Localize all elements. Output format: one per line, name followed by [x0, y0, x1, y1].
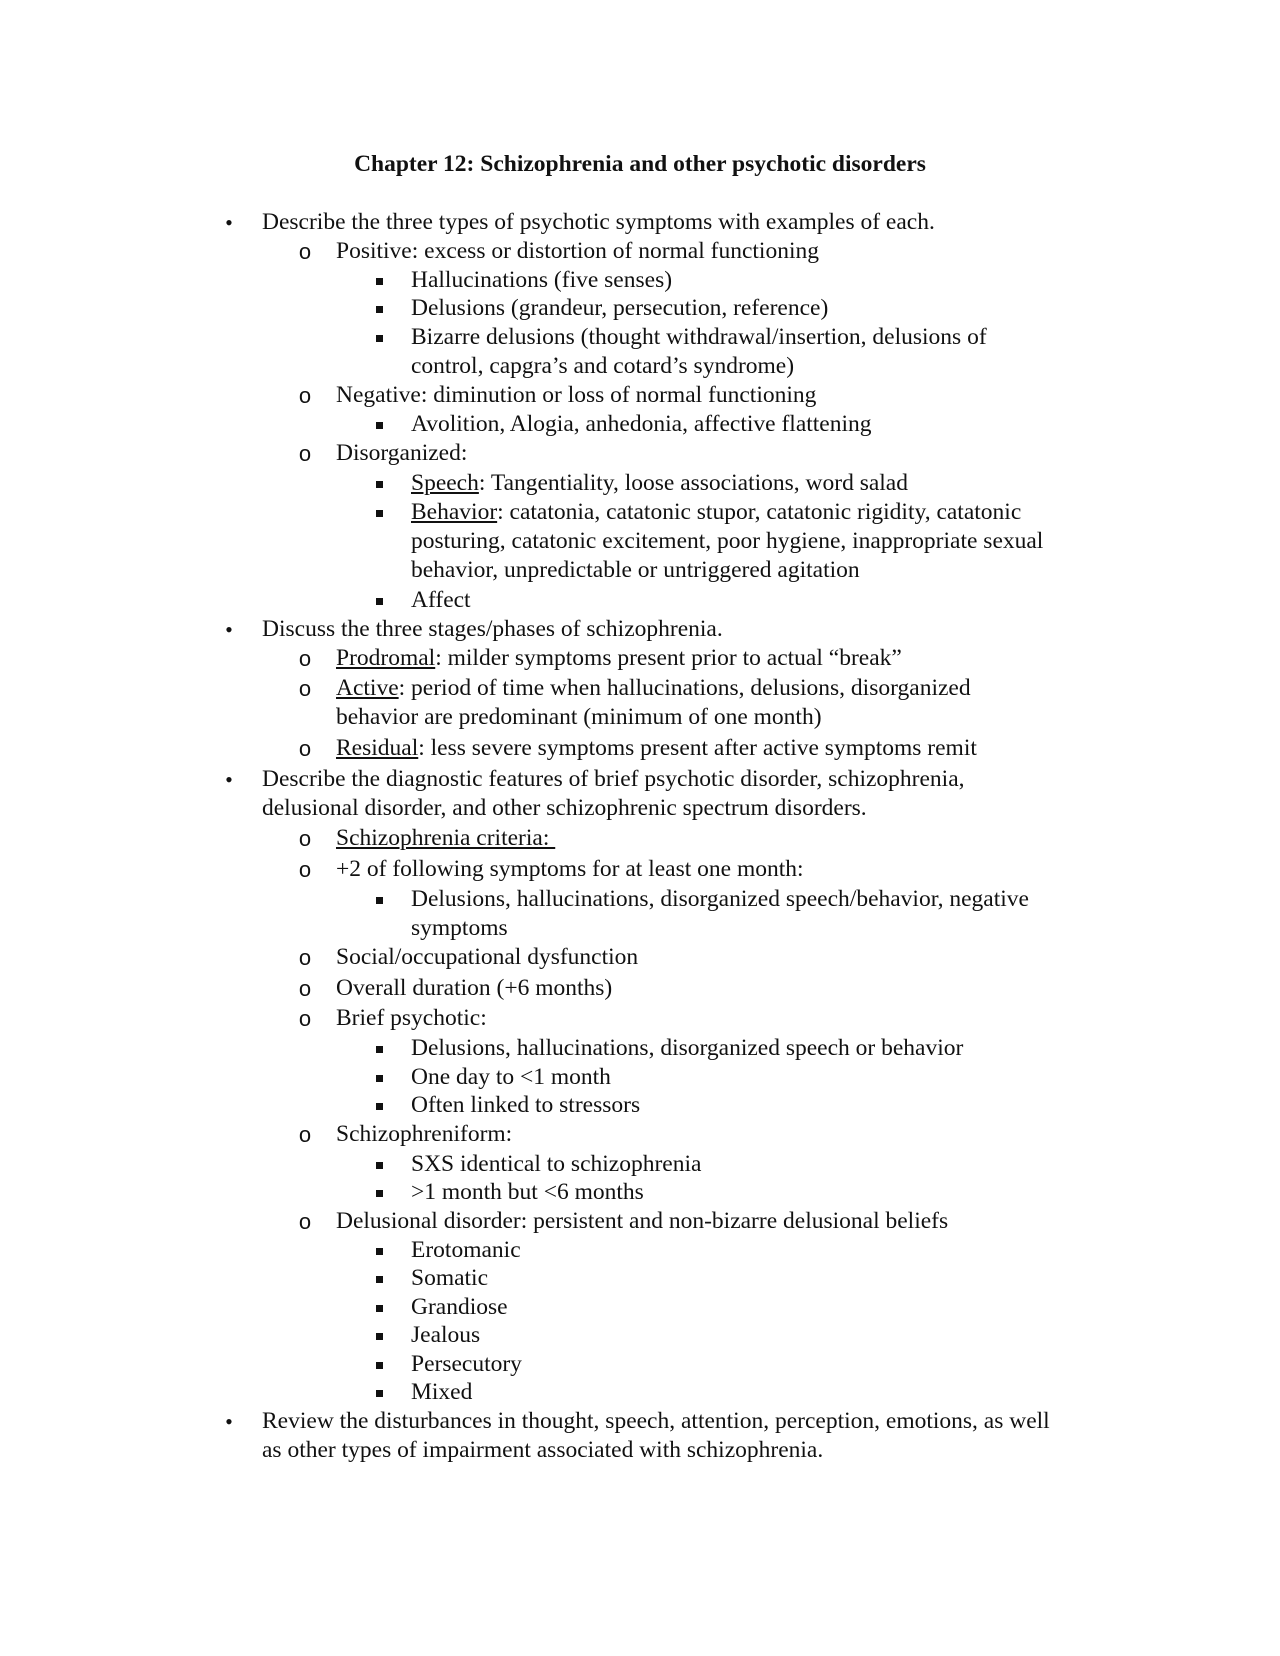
section-3-heading: Describe the diagnostic features of brief psychotic disorder, schizophrenia, delusional disorder, and other schizophrenic spectrum disorders.	[262, 766, 965, 821]
list-item-prodromal	[336, 644, 902, 673]
list-subitem: SXS identical to schizophrenia	[411, 1151, 702, 1177]
list-item: Overall duration (+6 months)	[336, 975, 613, 1001]
circle-marker: o	[298, 1122, 312, 1147]
list-item-negative: Negative: diminution or loss of normal functioning	[336, 382, 817, 408]
list-item-schizophrenia-criteria	[336, 824, 555, 853]
circle-marker: o	[298, 646, 312, 671]
term-active-description: : period of time when hallucinations, delusions, disorganized behavior are predominant (minimum of one month)	[336, 675, 971, 730]
term-residual-description: : less severe symptoms present after active symptoms remit	[418, 735, 977, 761]
square-marker	[374, 323, 384, 352]
list-subitem: Often linked to stressors	[411, 1092, 641, 1118]
square-marker	[374, 1091, 384, 1120]
circle-marker: o	[298, 1006, 312, 1031]
list-subitem: Grandiose	[411, 1294, 508, 1320]
circle-marker: o	[298, 441, 312, 466]
list-subitem: Hallucinations (five senses)	[411, 267, 673, 293]
square-marker	[374, 1150, 384, 1179]
list-subitem-behavior	[411, 498, 1101, 585]
list-subitem: Somatic	[411, 1265, 489, 1291]
square-marker	[374, 469, 384, 498]
circle-marker: o	[298, 1209, 312, 1234]
bullet-marker: •	[225, 1409, 233, 1434]
section-4-heading: Review the disturbances in thought, speech, attention, perception, emotions, as well as other types of impairment associated with schizophrenia.	[262, 1408, 1050, 1463]
list-subitem: Persecutory	[411, 1351, 522, 1377]
list-item: +2 of following symptoms for at least one month:	[336, 856, 804, 882]
list-item-positive: Positive: excess or distortion of normal functioning	[336, 238, 819, 264]
bullet-marker: •	[225, 210, 233, 235]
circle-marker: o	[298, 976, 312, 1001]
term-active: Active	[336, 675, 399, 701]
list-subitem: Bizarre delusions (thought withdrawal/insertion, delusions of control, capgra’s and cotard’s syndrome)	[411, 324, 987, 379]
square-marker	[374, 1350, 384, 1379]
circle-marker: o	[298, 945, 312, 970]
circle-marker: o	[298, 826, 312, 851]
square-marker	[374, 1178, 384, 1207]
list-subitem: One day to <1 month	[411, 1064, 611, 1090]
square-marker	[374, 1321, 384, 1350]
square-marker	[374, 266, 384, 295]
list-subitem: Affect	[411, 587, 471, 613]
term-residual: Residual	[336, 735, 419, 761]
square-marker	[374, 1034, 384, 1063]
list-item-residual	[336, 734, 977, 763]
square-marker	[374, 498, 384, 527]
list-subitem: Delusions, hallucinations, disorganized speech/behavior, negative symptoms	[411, 886, 1029, 941]
square-marker	[374, 294, 384, 323]
bullet-marker: •	[225, 617, 233, 642]
list-subitem: Delusions (grandeur, persecution, reference)	[411, 295, 829, 321]
term-speech-description: : Tangentiality, loose associations, word salad	[478, 470, 908, 496]
list-subitem-speech	[411, 469, 908, 498]
list-item: Social/occupational dysfunction	[336, 944, 639, 970]
list-subitem: Erotomanic	[411, 1237, 521, 1263]
section-1-heading: Describe the three types of psychotic symptoms with examples of each.	[262, 209, 935, 235]
circle-marker: o	[298, 383, 312, 408]
circle-marker: o	[298, 857, 312, 882]
circle-marker: o	[298, 736, 312, 761]
term-speech: Speech	[411, 470, 479, 496]
square-marker	[374, 1236, 384, 1265]
circle-marker: o	[298, 676, 312, 701]
square-marker	[374, 1378, 384, 1407]
square-marker	[374, 410, 384, 439]
list-subitem: Mixed	[411, 1379, 473, 1405]
bullet-marker: •	[225, 767, 233, 792]
square-marker	[374, 1063, 384, 1092]
list-item-schizophreniform: Schizophreniform:	[336, 1121, 513, 1147]
term-behavior: Behavior	[411, 499, 498, 525]
list-subitem: Avolition, Alogia, anhedonia, affective flattening	[411, 411, 872, 437]
section-2-heading: Discuss the three stages/phases of schizophrenia.	[262, 616, 723, 642]
list-subitem: Delusions, hallucinations, disorganized speech or behavior	[411, 1035, 964, 1061]
term-schizophrenia-criteria: Schizophrenia criteria:	[336, 825, 556, 851]
term-prodromal-description: : milder symptoms present prior to actual “break”	[435, 645, 902, 671]
list-item-brief-psychotic: Brief psychotic:	[336, 1005, 487, 1031]
term-prodromal: Prodromal	[336, 645, 436, 671]
list-subitem: >1 month but <6 months	[411, 1179, 644, 1205]
square-marker	[374, 1264, 384, 1293]
circle-marker: o	[298, 239, 312, 264]
list-item-active	[336, 674, 1036, 732]
list-item-delusional-disorder: Delusional disorder: persistent and non-bizarre delusional beliefs	[336, 1208, 949, 1234]
square-marker	[374, 885, 384, 914]
list-subitem: Jealous	[411, 1322, 481, 1348]
page-title: Chapter 12: Schizophrenia and other psychotic disorders	[354, 151, 926, 177]
list-item-disorganized: Disorganized:	[336, 440, 468, 466]
term-behavior-description: : catatonia, catatonic stupor, catatonic rigidity, catatonic posturing, catatonic excitement, poor hygiene, inappropriate sexual behavior, unpredictable or untriggered agitation	[411, 499, 1044, 583]
square-marker	[374, 586, 384, 615]
square-marker	[374, 1293, 384, 1322]
